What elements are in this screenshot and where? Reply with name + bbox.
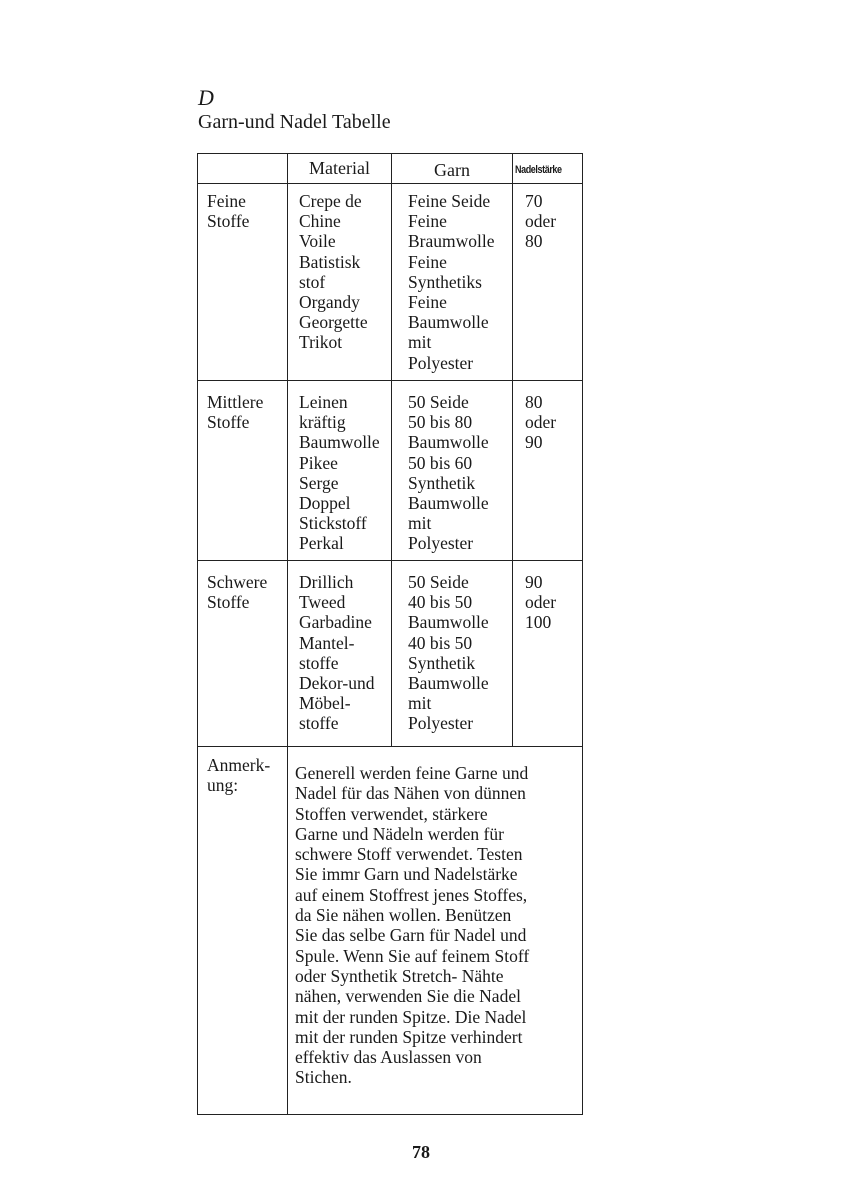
note-label: Anmerk- ung: xyxy=(207,755,271,796)
row-mittlere-category: Mittlere Stoffe xyxy=(207,392,264,433)
column-divider-2 xyxy=(391,153,392,747)
page-number: 78 xyxy=(412,1142,430,1162)
row-feine-garn: Feine Seide Feine Braumwolle Feine Synthetiks Feine Baumwolle mit Polyester xyxy=(408,191,495,373)
table-border-bottom xyxy=(197,1114,583,1115)
row-schwere-material: Drillich Tweed Garbadine Mantel- stoffe Dekor-und Möbel- stoffe xyxy=(299,572,375,734)
row-schwere-category: Schwere Stoffe xyxy=(207,572,268,613)
row-schwere-garn: 50 Seide 40 bis 50 Baumwolle 40 bis 50 Synthetik Baumwolle mit Polyester xyxy=(408,572,489,734)
header-material: Material xyxy=(309,158,370,178)
row-divider-1 xyxy=(197,380,583,381)
row-feine-category: Feine Stoffe xyxy=(207,191,250,232)
row-mittlere-nadel: 80 oder 90 xyxy=(525,392,557,453)
header-garn: Garn xyxy=(434,160,470,180)
page-title: Garn-und Nadel Tabelle xyxy=(198,111,391,133)
column-divider-3 xyxy=(512,153,513,747)
row-mittlere-garn: 50 Seide 50 bis 80 Baumwolle 50 bis 60 Synthetik Baumwolle mit Polyester xyxy=(408,392,489,554)
garn-nadel-table xyxy=(197,153,583,1116)
header-nadelstaerke: Nadelstärke xyxy=(515,164,562,176)
note-text: Generell werden feine Garne und Nadel für das Nähen von dünnen Stoffen verwendet, stärkere Garne und Nädeln werden für schwere Stoff verwendet. Testen Sie immr Garn und Nadelstärke auf einem Stoffrest jenes Stoffes, da Sie nähen wollen. Benützen Sie das selbe Garn für Nadel und Spule. Wenn Sie auf feinem Stoff oder Synthetik Stretch- Nähte nähen, verwenden Sie die Nadel mit der runden Spitze. Die Nadel mit der runden Spitze verhindert effektiv das Auslassen von Stichen. xyxy=(295,763,530,1088)
table-border-top xyxy=(197,153,583,154)
section-letter: D xyxy=(198,85,214,110)
row-feine-material: Crepe de Chine Voile Batistisk stof Organdy Georgette Trikot xyxy=(299,191,368,353)
row-divider-2 xyxy=(197,560,583,561)
header-divider xyxy=(197,183,583,184)
row-feine-nadel: 70 oder 80 xyxy=(525,191,557,252)
table-border-right xyxy=(582,153,583,1115)
row-mittlere-material: Leinen kräftig Baumwolle Pikee Serge Doppel Stickstoff Perkal xyxy=(299,392,380,554)
row-schwere-nadel: 90 oder 100 xyxy=(525,572,557,633)
row-divider-3 xyxy=(197,746,583,747)
column-divider-1 xyxy=(287,153,288,1115)
table-border-left xyxy=(197,153,198,1115)
